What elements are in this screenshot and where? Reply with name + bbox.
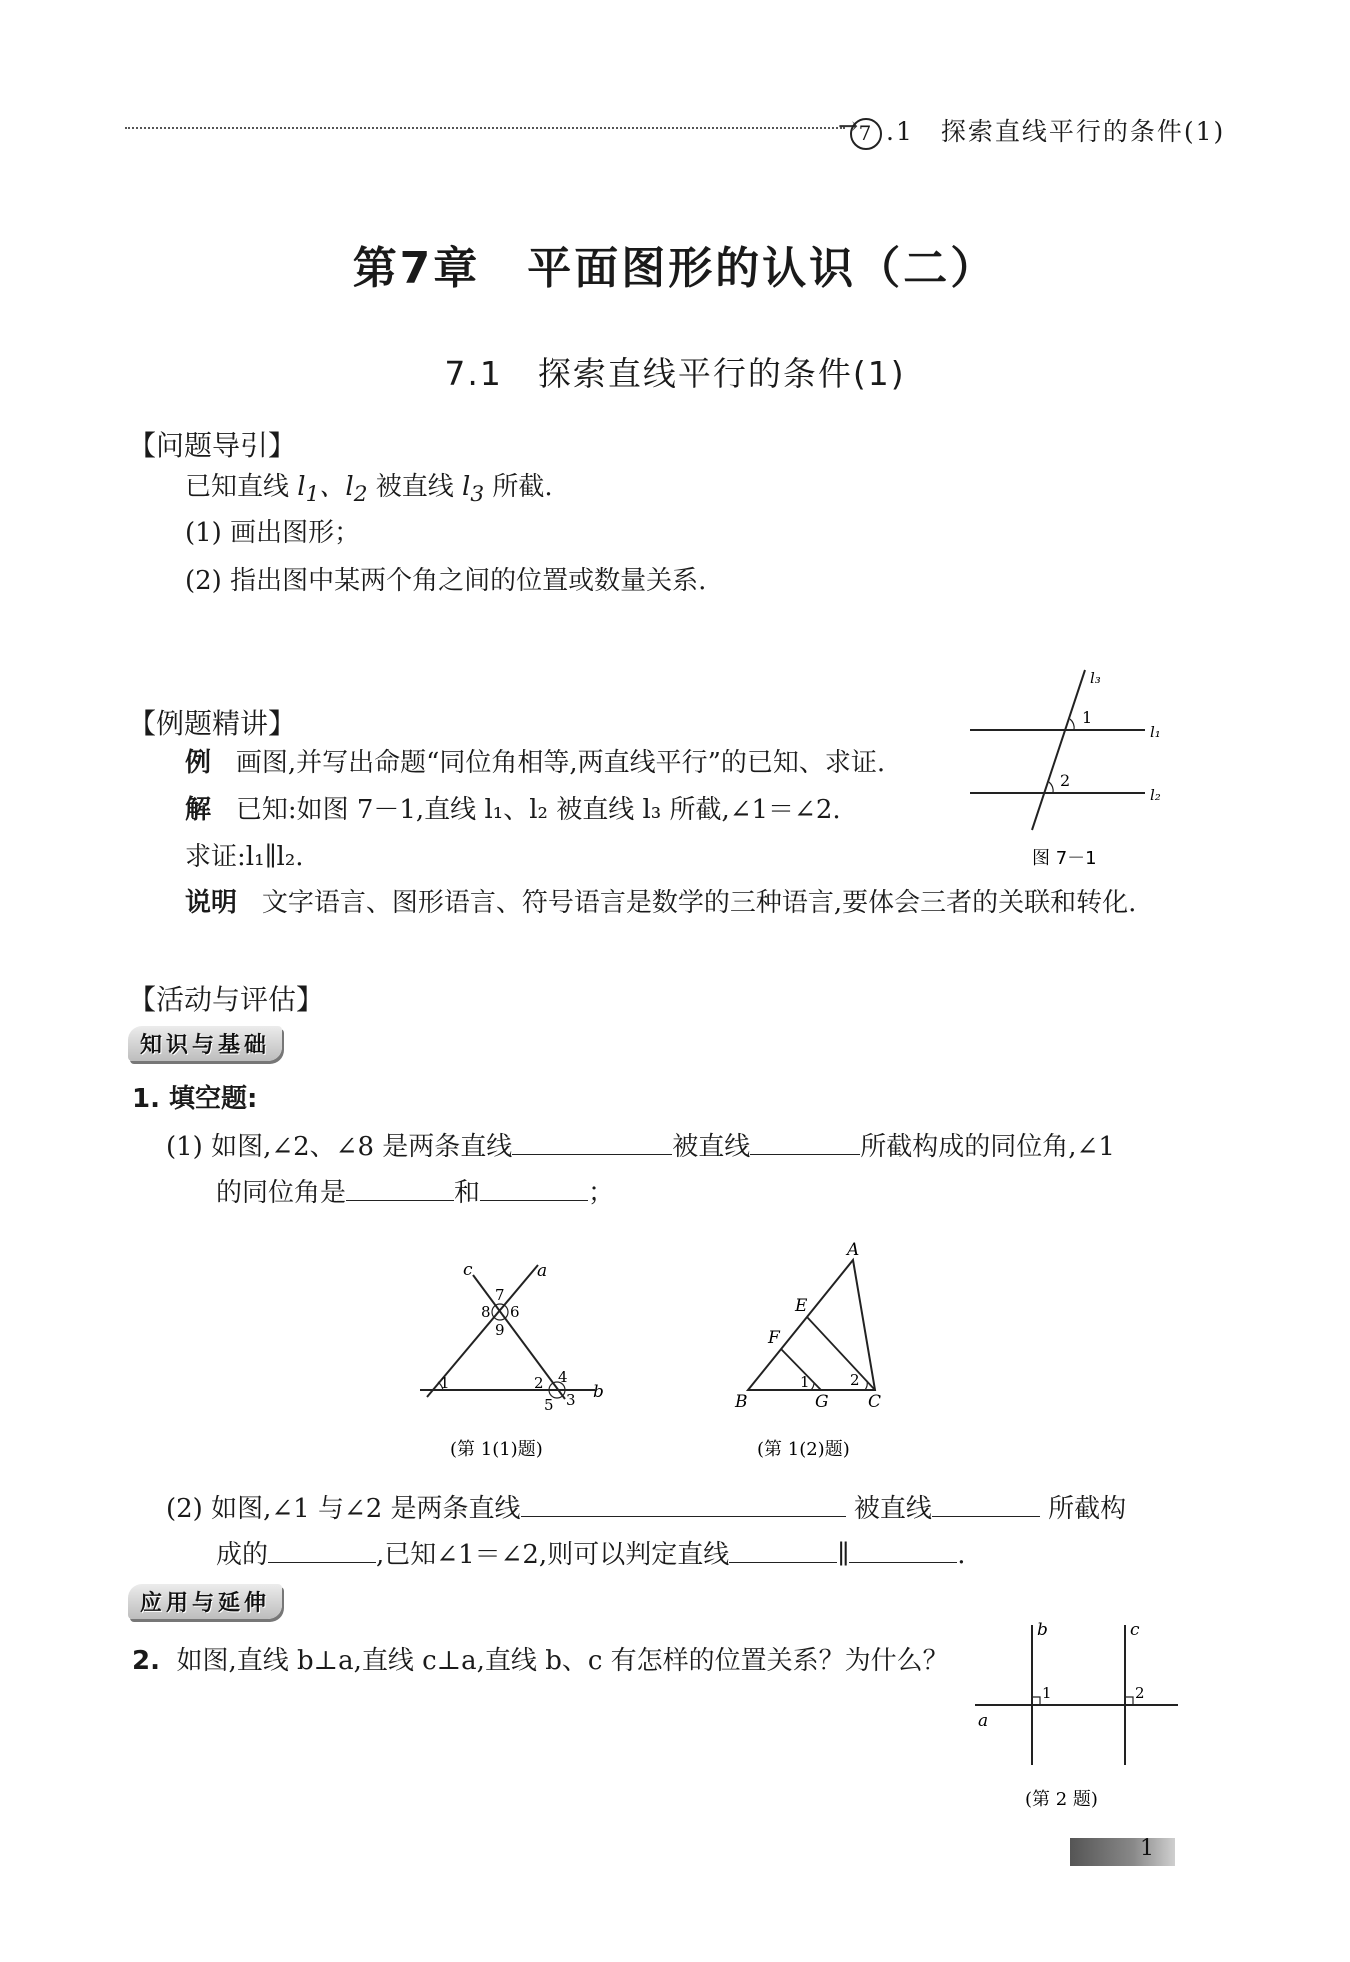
figure-7-1-caption: 图 7－1 bbox=[1032, 848, 1097, 869]
q1-2-text-f: ∥ bbox=[837, 1540, 850, 1570]
q2-text: 如图,直线 b⊥a,直线 c⊥a,直线 b、c 有怎样的位置关系？为什么？ bbox=[176, 1646, 949, 1676]
q1-2-blank-line-1[interactable] bbox=[729, 1538, 837, 1563]
label-9: 9 bbox=[495, 1321, 505, 1339]
label-6: 6 bbox=[510, 1303, 520, 1321]
label-l1: l₁ bbox=[1150, 723, 1161, 741]
q1-1-text-e: 和 bbox=[454, 1178, 481, 1208]
label-B: B bbox=[735, 1392, 748, 1412]
intro-item-2: (2) 指出图中某两个角之间的位置或数量关系. bbox=[185, 566, 707, 596]
label-l2: l₂ bbox=[1150, 786, 1161, 804]
badge-basic-text: 知识与基础 bbox=[128, 1026, 282, 1061]
q2-number: 2. bbox=[132, 1646, 160, 1676]
solution-label: 解 bbox=[185, 795, 212, 825]
q1-1-text-a: (1) 如图,∠2、∠8 是两条直线 bbox=[166, 1132, 513, 1162]
label-5: 5 bbox=[544, 1396, 554, 1414]
example-line bbox=[185, 748, 885, 779]
note-label: 说明 bbox=[185, 888, 238, 918]
q1-2-line1 bbox=[166, 1492, 1186, 1525]
figure-q1-1-caption: (第 1(1)题) bbox=[450, 1439, 543, 1460]
intro-line1-mid: 被直线 bbox=[375, 472, 454, 502]
intro-heading: 【问题导引】 bbox=[128, 429, 297, 462]
example-label: 例 bbox=[185, 748, 212, 778]
label-A: A bbox=[847, 1240, 860, 1260]
example-text: 画图,并写出命题“同位角相等,两直线平行”的已知、求证. bbox=[235, 748, 886, 778]
q2-line bbox=[132, 1646, 949, 1677]
solution-line bbox=[185, 795, 841, 826]
intro-line1-post: 所截. bbox=[492, 472, 553, 502]
intro-line1 bbox=[185, 472, 553, 508]
solution-text: 已知:如图 7－1,直线 l₁、l₂ 被直线 l₃ 所截,∠1＝∠2. bbox=[235, 795, 841, 825]
q1-1-text-f: ； bbox=[588, 1178, 615, 1208]
label-l3: l₃ bbox=[1090, 669, 1101, 687]
q1-title-text: 1. 填空题: bbox=[132, 1084, 258, 1114]
label-7: 7 bbox=[495, 1286, 505, 1304]
chapter-title: 第7章 平面图形的认识（二） bbox=[352, 243, 998, 294]
intro-line1-pre: 已知直线 bbox=[185, 472, 290, 502]
example-heading: 【例题精讲】 bbox=[128, 707, 297, 740]
label-c: c bbox=[463, 1260, 473, 1280]
label-1: 1 bbox=[440, 1374, 450, 1392]
right-angle-1-mark bbox=[1032, 1697, 1040, 1705]
label-8: 8 bbox=[481, 1303, 491, 1321]
math-l3: $l_3$ bbox=[462, 472, 485, 508]
q1-2-text-b: 被直线 bbox=[853, 1494, 932, 1524]
q1-1-text-b: 被直线 bbox=[672, 1132, 751, 1162]
q1-2-blank-lines[interactable] bbox=[521, 1492, 846, 1517]
label-angle-2: 2 bbox=[850, 1371, 860, 1389]
q1-2-line2 bbox=[216, 1538, 965, 1571]
math-l1-l2: $l_1$、$l_2$ bbox=[297, 472, 368, 508]
label-angle-1: 1 bbox=[800, 1373, 810, 1391]
header-arrow-icon: → bbox=[838, 112, 859, 140]
figure-q1-1 bbox=[415, 1255, 630, 1465]
line-l3 bbox=[1032, 670, 1085, 830]
figure-q1-2-caption: (第 1(2)题) bbox=[757, 1439, 850, 1460]
header-text: .1 探索直线平行的条件(1) bbox=[886, 117, 1226, 146]
figure-q2-caption: (第 2 题) bbox=[1025, 1789, 1098, 1810]
angle-1-arc bbox=[811, 1383, 814, 1390]
page-number-bar bbox=[1070, 1838, 1175, 1866]
label-2: 2 bbox=[534, 1374, 544, 1392]
q1-1-blank-angle-b[interactable] bbox=[480, 1176, 588, 1201]
badge-basic bbox=[128, 1026, 282, 1061]
line-c bbox=[473, 1275, 565, 1399]
angle-2-arc bbox=[865, 1381, 867, 1390]
label-angle-1: 1 bbox=[1042, 1684, 1052, 1702]
q1-1-text-d: 的同位角是 bbox=[216, 1178, 347, 1208]
label-C: C bbox=[868, 1392, 882, 1412]
section-title: 7.1 探索直线平行的条件(1) bbox=[444, 354, 906, 393]
label-c: c bbox=[1130, 1620, 1140, 1640]
activity-heading: 【活动与评估】 bbox=[128, 983, 325, 1016]
page-number: 1 bbox=[1140, 1836, 1154, 1861]
label-G: G bbox=[815, 1392, 829, 1412]
q1-1-blank-lines[interactable] bbox=[512, 1130, 672, 1155]
q1-title bbox=[132, 1084, 257, 1115]
label-angle-1: 1 bbox=[1082, 708, 1093, 727]
label-angle-2: 2 bbox=[1060, 771, 1071, 790]
header-circle-number: 7 bbox=[850, 118, 882, 150]
q1-1-line2 bbox=[216, 1176, 614, 1209]
q1-2-blank-transversal[interactable] bbox=[932, 1492, 1040, 1517]
label-3: 3 bbox=[566, 1391, 576, 1409]
figure-7-1 bbox=[960, 665, 1170, 870]
running-header bbox=[850, 112, 1225, 150]
header-dotted-rule bbox=[125, 127, 845, 129]
q1-1-text-c: 所截构成的同位角,∠1 bbox=[860, 1132, 1115, 1162]
q1-2-text-d: 成的 bbox=[216, 1540, 269, 1570]
label-a: a bbox=[537, 1261, 548, 1281]
label-angle-2: 2 bbox=[1135, 1684, 1145, 1702]
angle-2-arc bbox=[1049, 782, 1053, 793]
label-b: b bbox=[593, 1382, 604, 1402]
label-a: a bbox=[978, 1711, 989, 1731]
q1-1-blank-transversal[interactable] bbox=[750, 1130, 860, 1155]
q1-2-text-a: (2) 如图,∠1 与∠2 是两条直线 bbox=[166, 1494, 521, 1524]
note-text: 文字语言、图形语言、符号语言是数学的三种语言,要体会三者的关联和转化. bbox=[261, 888, 1137, 918]
q1-2-text-c: 所截构 bbox=[1048, 1494, 1127, 1524]
q1-1-line1 bbox=[166, 1130, 1186, 1163]
badge-apply bbox=[128, 1584, 282, 1619]
q1-2-text-e: ,已知∠1＝∠2,则可以判定直线 bbox=[376, 1540, 730, 1570]
q1-1-blank-angle-a[interactable] bbox=[346, 1176, 454, 1201]
figure-q2 bbox=[970, 1615, 1185, 1815]
note-line bbox=[185, 888, 1136, 919]
label-b: b bbox=[1037, 1620, 1048, 1640]
label-E: E bbox=[795, 1296, 808, 1316]
label-4: 4 bbox=[558, 1368, 568, 1386]
badge-apply-text: 应用与延伸 bbox=[128, 1584, 282, 1619]
angle-1-arc bbox=[1070, 719, 1074, 730]
q1-2-text-g: . bbox=[957, 1540, 966, 1570]
figure-q1-2 bbox=[725, 1235, 915, 1465]
q1-2-blank-angle-type[interactable] bbox=[268, 1538, 376, 1563]
intro-item-1: (1) 画出图形； bbox=[185, 518, 361, 548]
right-angle-2-mark bbox=[1125, 1697, 1133, 1705]
label-F: F bbox=[768, 1328, 780, 1348]
q1-2-blank-line-2[interactable] bbox=[849, 1538, 957, 1563]
prove-line: 求证:l₁∥l₂. bbox=[185, 842, 304, 872]
